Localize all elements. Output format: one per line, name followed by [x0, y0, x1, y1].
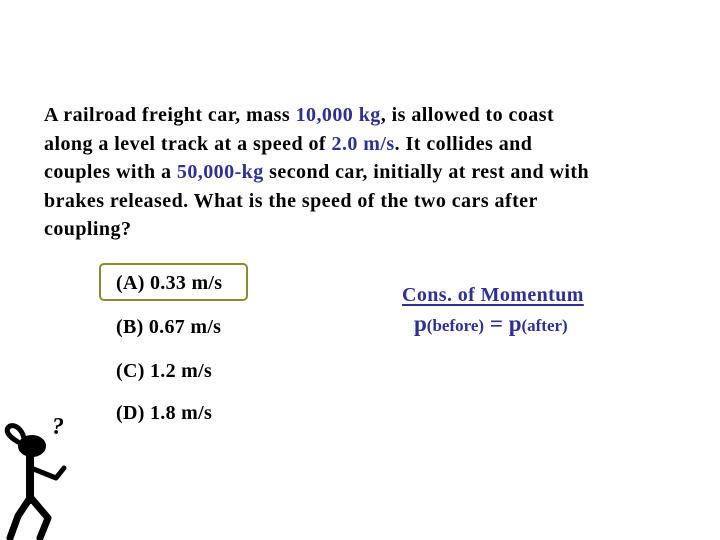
right-leg — [31, 498, 48, 538]
question-part-1: A railroad freight car, mass — [44, 104, 296, 126]
answer-choice-a[interactable]: (A) 0.33 m/s — [116, 272, 223, 294]
equals-sign: = — [484, 311, 509, 336]
question-part-2: , is allowed to coast along a level track at a speed of — [44, 104, 555, 155]
before-label: (before) — [426, 316, 485, 335]
thinking-stick-figure-icon — [0, 408, 120, 540]
after-label: (after) — [521, 316, 568, 335]
second-mass-value: 50,000-kg — [176, 161, 264, 183]
momentum-symbol-after: p — [508, 311, 522, 336]
hip-arm — [31, 468, 64, 478]
answer-choice-d[interactable]: (D) 1.8 m/s — [116, 402, 213, 424]
question-part-3: . It collides and couples with a — [44, 132, 533, 183]
answer-choice-b[interactable]: (B) 0.67 m/s — [116, 316, 222, 338]
question-part-4: second car, initially at rest and with brakes released. What is the speed of the two cars after coupling? — [44, 161, 590, 240]
question-mark-icon: ? — [52, 414, 64, 440]
question-text — [44, 101, 604, 244]
mass-value: 10,000 kg — [295, 104, 381, 126]
momentum-equation — [414, 311, 568, 337]
conservation-title: Cons. of Momentum — [402, 284, 584, 306]
momentum-symbol-before: p — [414, 311, 427, 336]
left-leg — [10, 498, 30, 538]
answer-choice-c[interactable]: (C) 1.2 m/s — [116, 360, 213, 382]
speed-value: 2.0 m/s — [331, 132, 395, 155]
